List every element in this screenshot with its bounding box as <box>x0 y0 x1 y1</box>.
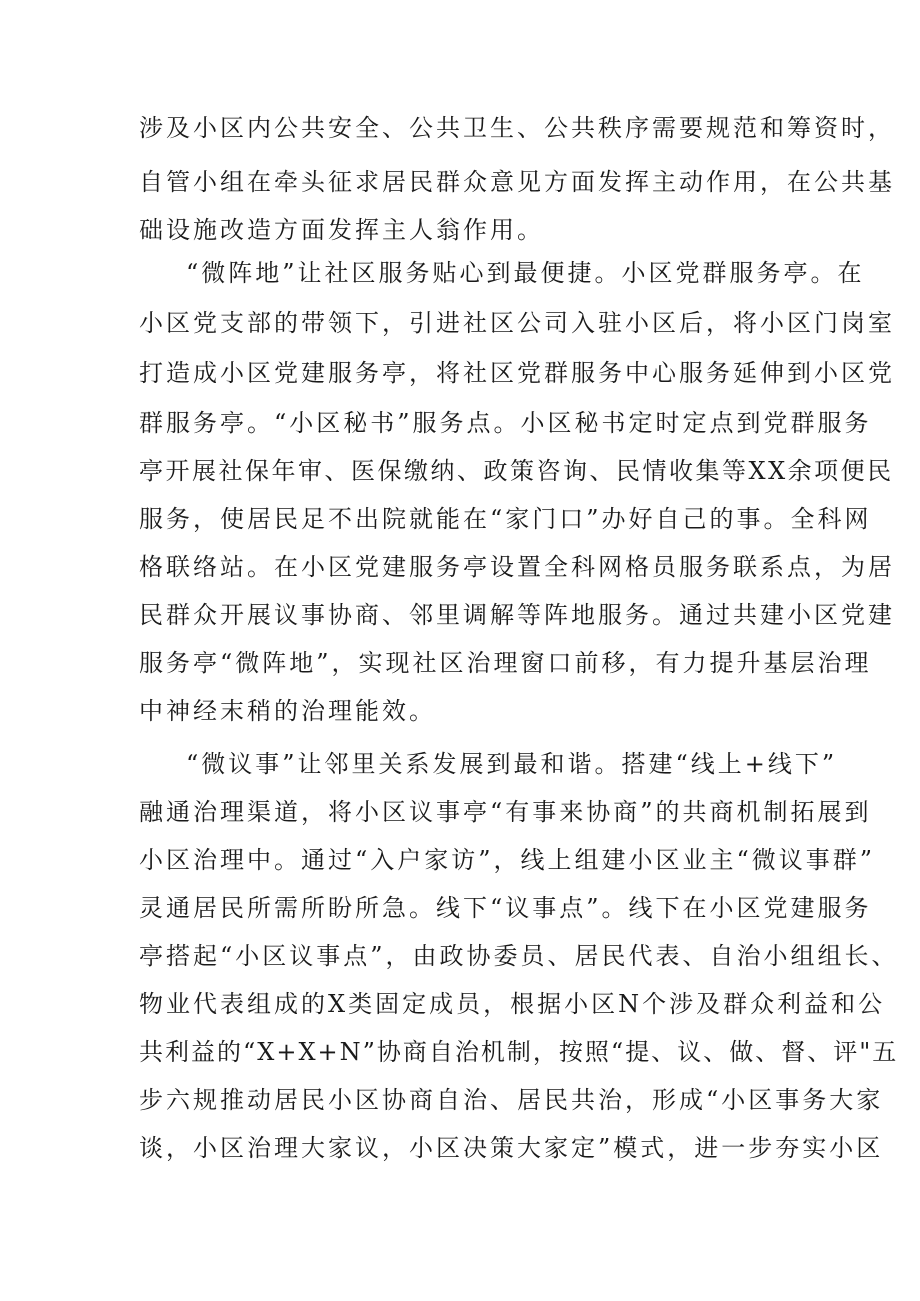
text-line <box>0 346 920 400</box>
text-line <box>0 444 920 498</box>
text-line <box>0 684 920 738</box>
text-line <box>0 296 920 350</box>
text-line <box>0 396 920 450</box>
line-text: 谈，小区治理大家议，小区决策大家定”模式，进一步夯实小区 <box>139 1134 884 1162</box>
line-text: 服务亭“微阵地”，实现社区治理窗口前移，有力提升基层治理 <box>139 649 872 677</box>
paragraph-first-line <box>0 246 920 300</box>
line-text: 打造成小区党建服务亭，将社区党群服务中心服务延伸到小区党 <box>139 359 895 387</box>
text-line <box>0 101 920 155</box>
line-text: 小区党支部的带领下，引进社区公司入驻小区后，将小区门岗室 <box>139 309 895 337</box>
line-text: 灵通居民所需所盼所急。线下“议事点”。线下在小区党建服务 <box>139 894 872 922</box>
line-text: 共利益的“X+X+N”协商自治机制，按照“提、议、做、督、评"五 <box>139 1038 899 1066</box>
text-line <box>0 636 920 690</box>
paragraph-first-line <box>0 737 920 791</box>
text-line <box>0 588 920 642</box>
text-line <box>0 1025 920 1079</box>
line-text: 中神经末稍的治理能效。 <box>139 697 436 725</box>
line-text: 涉及小区内公共安全、公共卫生、公共秩序需要规范和筹资时， <box>139 114 895 142</box>
line-text: 自管小组在牵头征求居民群众意见方面发挥主动作用，在公共基 <box>139 168 895 196</box>
text-line <box>0 881 920 935</box>
line-text: “微阵地”让社区服务贴心到最便捷。小区党群服务亭。在 <box>186 259 865 287</box>
text-line <box>0 155 920 209</box>
line-text: 民群众开展议事协商、邻里调解等阵地服务。通过共建小区党建 <box>139 601 895 629</box>
line-text: 服务，使居民足不出院就能在“家门口”办好自己的事。全科网 <box>139 505 872 533</box>
line-text: 亭开展社保年审、医保缴纳、政策咨询、民情收集等XX余项便民 <box>139 457 894 485</box>
line-text: 步六规推动居民小区协商自治、居民共治，形成“小区事务大家 <box>139 1086 884 1114</box>
text-line <box>0 1121 920 1175</box>
text-line <box>0 492 920 546</box>
line-text: 物业代表组成的X类固定成员，根据小区N个涉及群众利益和公 <box>139 990 886 1018</box>
line-text: 小区治理中。通过“入户家访”，线上组建小区业主“微议事群” <box>139 846 876 874</box>
text-line <box>0 540 920 594</box>
line-text: 融通治理渠道，将小区议事亭“有事来协商”的共商机制拓展到 <box>139 798 872 826</box>
text-line <box>0 1073 920 1127</box>
text-line <box>0 929 920 983</box>
text-line <box>0 977 920 1031</box>
line-text: 亭搭起“小区议事点”，由政协委员、居民代表、自治小组组长、 <box>139 942 899 970</box>
text-line <box>0 785 920 839</box>
line-text: 群服务亭。“小区秘书”服务点。小区秘书定时定点到党群服务 <box>139 409 872 437</box>
line-text: 格联络站。在小区党建服务亭设置全科网格员服务联系点，为居 <box>139 553 895 581</box>
line-text: “微议事”让邻里关系发展到最和谐。搭建“线上+线下” <box>186 750 838 778</box>
text-line <box>0 833 920 887</box>
line-text: 础设施改造方面发挥主人翁作用。 <box>139 216 544 244</box>
